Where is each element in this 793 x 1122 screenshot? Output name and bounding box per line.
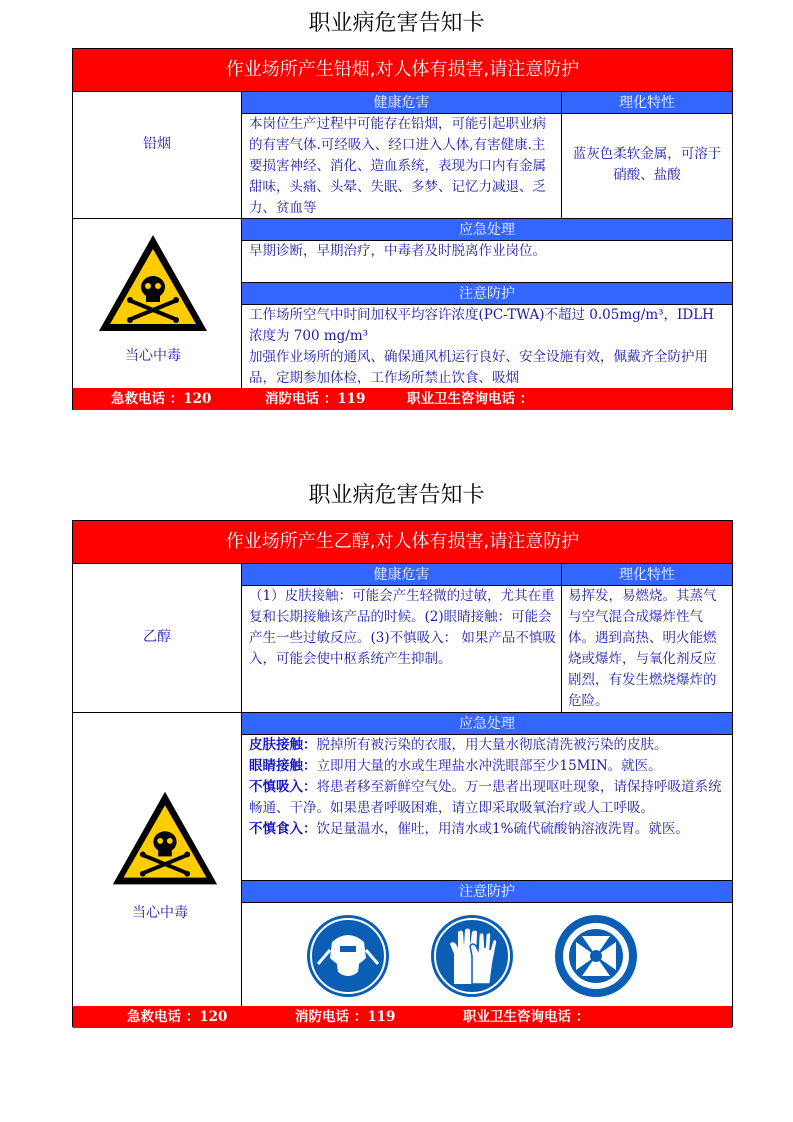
card2-substance-cell — [73, 563, 241, 712]
card2-protect-header: 注意防护 — [241, 880, 732, 902]
emergency-text: 饮足量温水，催吐，用清水或1%硫代硫酸钠溶液洗胃。就医。 — [316, 821, 689, 837]
emergency-label: 不慎吸入： — [249, 779, 317, 795]
card2-health-text: （1）皮肤接触：可能会产生轻微的过敏，尤其在重复和长期接触该产品的时候。(2)眼睛接触：可能会产生一些过敏反应。(3)不慎吸入： 如果产品不慎吸入，可能会使中枢系统产生抑制。 — [241, 585, 561, 712]
card2-consult-phone: 职业卫生咨询电话 ： — [463, 1009, 590, 1025]
card2-props-text: 易挥发，易燃烧。其蒸气与空气混合成爆炸性气体。遇到高热、明火能燃烧或爆炸，与氧化剂反应剧烈，有发生燃烧爆炸的危险。 — [561, 585, 732, 712]
card1-footer — [73, 388, 732, 410]
card1-substance-name: 铅烟 — [143, 136, 171, 152]
poison-warning-icon — [109, 787, 221, 891]
card1-health-text: 本岗位生产过程中可能存在铅烟，可能引起职业病的有害气体.可经吸入、经口进入人体,有害健康.主要损害神经、消化、造血系统，表现为口内有金属甜味，头痛、头晕、失眠、多梦、记忆力减退、乏力、贫血等 — [241, 113, 561, 218]
card2-props-header: 理化特性 — [561, 563, 732, 585]
card2-footer — [73, 1006, 732, 1028]
respirator-icon — [306, 914, 390, 998]
card1-banner: 作业场所产生铅烟,对人体有损害,请注意防护 — [73, 49, 732, 91]
card2-ppe-cell — [241, 902, 732, 1006]
emergency-item-skin — [249, 735, 728, 756]
protective-clothing-icon — [554, 914, 638, 998]
card2-health-header: 健康危害 — [241, 563, 561, 585]
card1-title: 职业病危害告知卡 — [308, 11, 485, 36]
emergency-label: 皮肤接触： — [249, 737, 317, 753]
hazard-card-lead-fume — [72, 48, 733, 410]
card1-fire-phone: 消防电话 ：119 — [265, 391, 366, 407]
poison-warning-icon — [95, 231, 211, 337]
card1-protect-limits: 工作场所空气中时间加权平均容许浓度(PC-TWA)不超过 0.05mg/m³，IDLH 浓度为 700 mg/m³ — [249, 307, 714, 344]
card2-banner: 作业场所产生乙醇,对人体有损害,请注意防护 — [73, 521, 732, 563]
emergency-item-ingest — [249, 819, 728, 840]
hazard-card-ethanol — [72, 520, 733, 1027]
emergency-text: 脱掉所有被污染的衣服，用大量水彻底清洗被污染的皮肤。 — [316, 737, 668, 753]
card2-warning-cell — [73, 712, 241, 1006]
card1-protect-body — [241, 304, 732, 388]
card2-title: 职业病危害告知卡 — [308, 483, 485, 508]
card1-first-aid-phone: 急救电话 ：120 — [111, 391, 212, 407]
card1-substance-cell — [73, 91, 241, 218]
card2-substance-name: 乙醇 — [143, 629, 171, 645]
card2-warning-label: 当心中毒 — [132, 905, 188, 921]
card1-emergency-text: 早期诊断，早期治疗，中毒者及时脱离作业岗位。 — [241, 240, 732, 282]
emergency-label: 眼睛接触： — [249, 758, 317, 774]
card1-props-header: 理化特性 — [561, 91, 732, 113]
card1-emergency-header: 应急处理 — [241, 218, 732, 240]
emergency-text: 立即用大量的水或生理盐水冲洗眼部至少15MIN。就医。 — [316, 758, 662, 774]
card2-emergency-header: 应急处理 — [241, 712, 732, 734]
card1-props-text: 蓝灰色柔软金属，可溶于硝酸、盐酸 — [561, 113, 732, 218]
card1-warning-cell — [73, 218, 241, 388]
emergency-text: 将患者移至新鲜空气处。万一患者出现呕吐现象，请保持呼吸道系统畅通、干净。如果患者呼吸困难，请立即采取吸氧治疗或人工呼吸。 — [249, 779, 722, 816]
card2-emergency-body — [241, 734, 732, 880]
card2-first-aid-phone: 急救电话 ：120 — [127, 1009, 228, 1025]
card1-protect-header: 注意防护 — [241, 282, 732, 304]
card2-fire-phone: 消防电话 ：119 — [295, 1009, 396, 1025]
card1-consult-phone: 职业卫生咨询电话 ： — [407, 391, 534, 407]
card1-warning-label: 当心中毒 — [125, 348, 181, 364]
card1-health-header: 健康危害 — [241, 91, 561, 113]
protective-gloves-icon — [430, 914, 514, 998]
card1-protect-measures: 加强作业场所的通风、确保通风机运行良好、安全设施有效，佩戴齐全防护用品，定期参加体检，工作场所禁止饮食、吸烟 — [249, 349, 708, 386]
emergency-item-eye — [249, 756, 728, 777]
emergency-item-inhale — [249, 777, 728, 819]
emergency-label: 不慎食入： — [249, 821, 317, 837]
